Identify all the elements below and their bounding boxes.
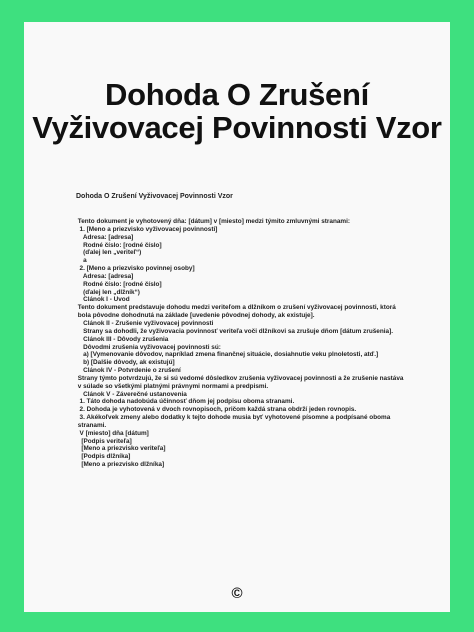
document-line: 1. [Meno a priezvisko vyživovacej povinnosti] [76, 225, 218, 233]
document-line: bola pôvodne dohodnutá na základe [uvedenie pôvodnej dohody, ak existuje]. [76, 312, 315, 320]
document-body [76, 218, 448, 469]
document-line: Strany týmto potvrdzujú, že si sú vedomé dôsledkov zrušenia vyživovacej povinnosti a že zrušenie nastáva [76, 374, 404, 382]
document-line: [Meno a priezvisko dlžníka] [76, 461, 165, 469]
document-line: v súlade so všetkými platnými právnymi normami a predpismi. [76, 382, 269, 390]
document-line: 2. Dohoda je vyhotovená v dvoch rovnopisoch, pričom každá strana obdrží jeden rovnopis. [76, 406, 357, 414]
document-line: Adresa: [adresa] [76, 233, 134, 241]
document-line: Rodné číslo: [rodné číslo] [76, 241, 162, 249]
document-sheet [24, 22, 450, 612]
document-line: Dôvodmi zrušenia vyživovacej povinnosti sú: [76, 343, 221, 351]
document-line: a [76, 257, 87, 265]
document-line: Článok II - Zrušenie vyživovacej povinnosti [76, 319, 214, 327]
page-title [24, 78, 450, 144]
document-line: [Podpis veriteľa] [76, 437, 132, 445]
document-line: (ďalej len „dlžník“) [76, 288, 140, 296]
title-line-2: Vyživovacej Povinnosti Vzor [32, 110, 442, 145]
document-line: [Podpis dlžníka] [76, 453, 131, 461]
document-heading: Dohoda O Zrušení Vyživovacej Povinnosti Vzor [76, 193, 233, 200]
document-line: Článok IV - Potvrdenie o zrušení [76, 367, 181, 375]
document-line: Tento dokument predstavuje dohodu medzi veriteľom a dlžníkom o zrušení vyživovacej povinnosti, ktorá [76, 304, 396, 312]
document-line: b) [Ďalšie dôvody, ak existujú] [76, 359, 175, 367]
document-line: a) [Vymenovanie dôvodov, napríklad zmena finančnej situácie, dosiahnutie veku plnoletosti, atď.] [76, 351, 379, 359]
document-line: V [miesto] dňa [dátum] [76, 429, 149, 437]
title-line-1: Dohoda O Zrušení [105, 77, 369, 112]
document-line: Článok V - Záverečné ustanovenia [76, 390, 187, 398]
document-line: Strany sa dohodli, že vyživovacia povinnosť veriteľa voči dlžníkovi sa zrušuje dňom [dátum zrušenia]. [76, 327, 393, 335]
document-line: Tento dokument je vyhotovený dňa: [dátum] v [miesto] medzi týmito zmluvnými stranami: [76, 218, 351, 225]
document-line: Adresa: [adresa] [76, 272, 134, 280]
document-line: Článok III - Dôvody zrušenia [76, 335, 169, 343]
document-line: [Meno a priezvisko veriteľa] [76, 445, 166, 453]
document-line: 1. Táto dohoda nadobúda účinnosť dňom jej podpisu oboma stranami. [76, 398, 295, 406]
document-line: Článok I - Úvod [76, 296, 130, 304]
copyright-icon: © [231, 585, 243, 602]
document-line: (ďalej len „veriteľ“) [76, 249, 142, 257]
document-line: stranami. [76, 421, 107, 429]
document-line: 3. Akékoľvek zmeny alebo dodatky k tejto dohode musia byť vyhotovené písomne a podpísané oboma [76, 414, 391, 422]
document-line: 2. [Meno a priezvisko povinnej osoby] [76, 265, 195, 273]
document-line: Rodné číslo: [rodné číslo] [76, 280, 162, 288]
